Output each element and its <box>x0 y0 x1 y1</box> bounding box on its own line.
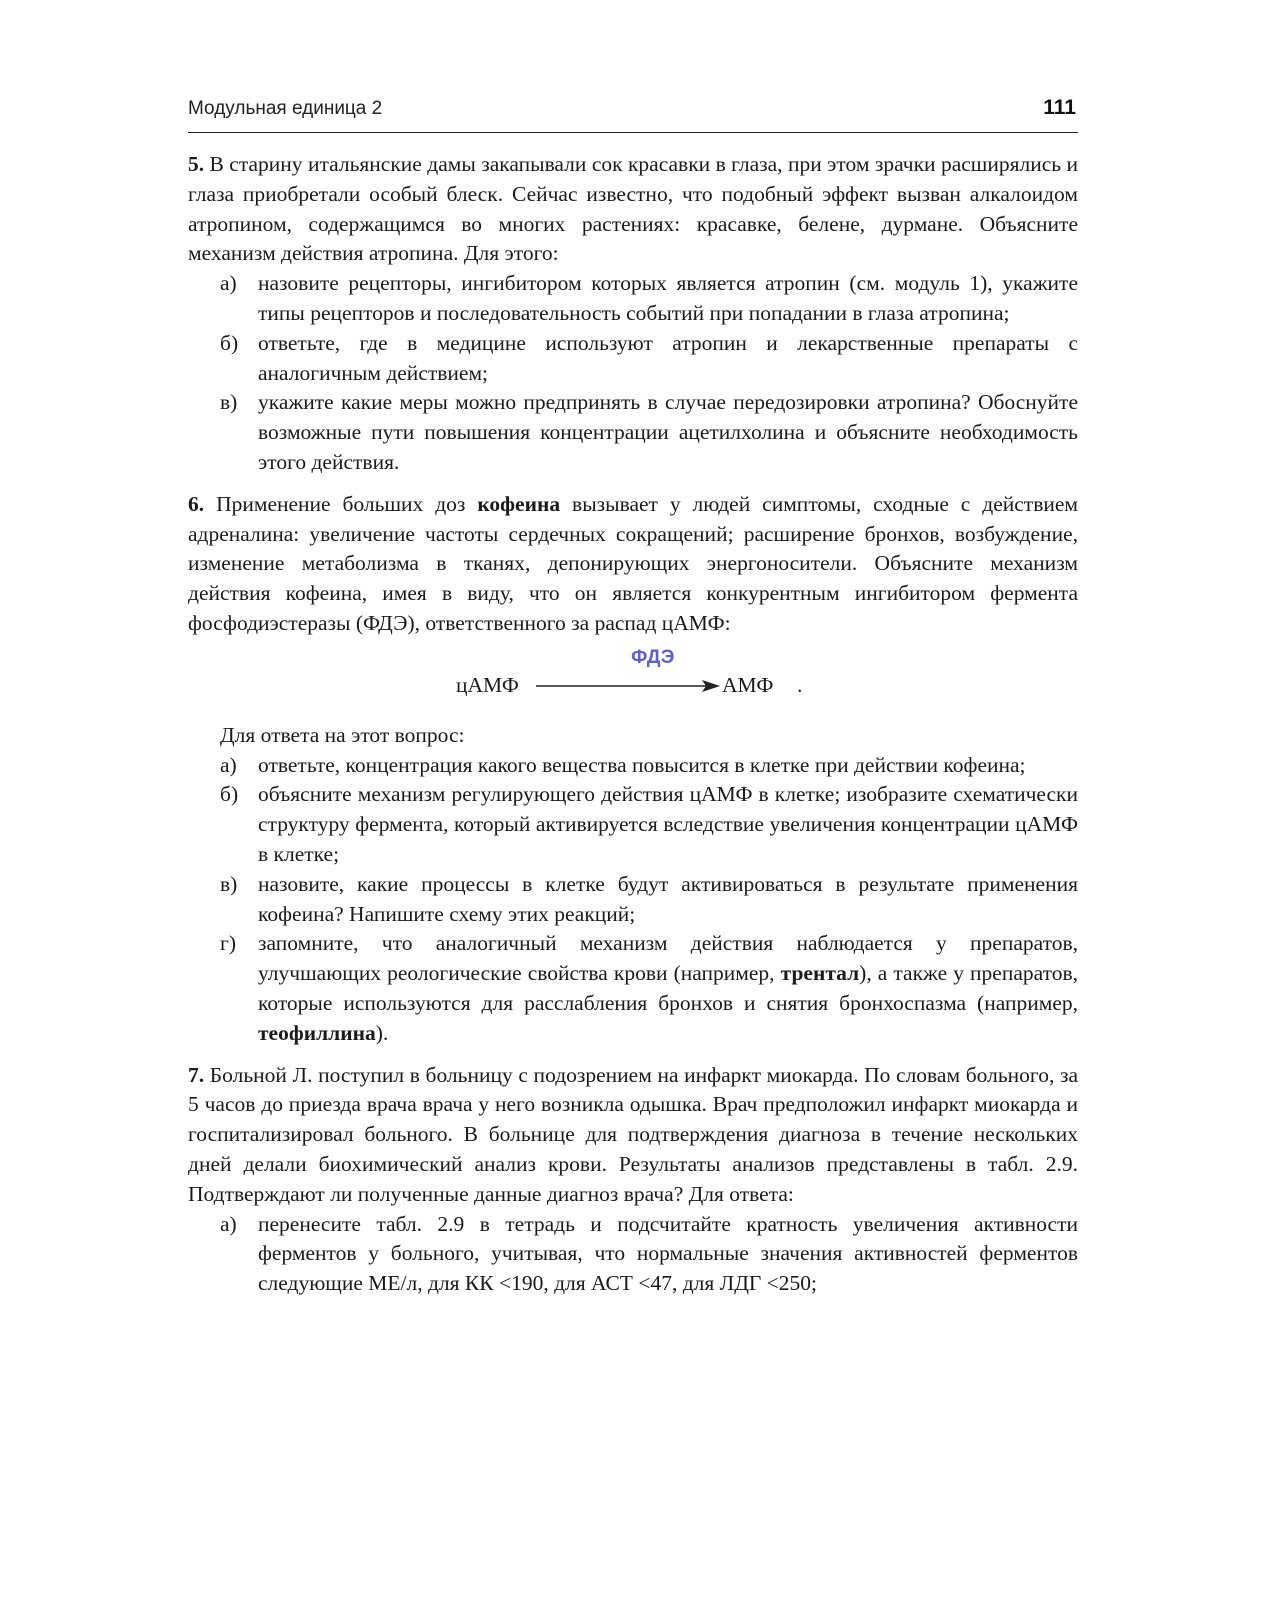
task-text: вызывает у людей симптомы, сходные с действием адреналина: увеличение частоты сердечных сокращений; расширение бронхов, возбуждение, изменение метаболизма в тканях, депонирующих энергоносители. Объясните механизм действия кофеина, имея в виду, что он является конкурентным ингибитором фермента фосфодиэстеразы (ФДЭ), ответственного за распад цАМФ: <box>188 491 1079 635</box>
reaction-scheme <box>188 643 1078 715</box>
list-item <box>220 329 1078 389</box>
list-item <box>220 751 1078 781</box>
running-header <box>188 96 1078 133</box>
substrate-label: цАМФ <box>456 672 519 697</box>
task-6-intro <box>188 490 1078 639</box>
running-title: Модульная единица 2 <box>188 98 383 119</box>
task-5-list <box>220 269 1078 478</box>
item-marker: г) <box>220 931 236 956</box>
task-7-intro <box>188 1061 1078 1210</box>
task-number: 5. <box>188 152 205 176</box>
task-text: Применение больших доз <box>216 491 478 516</box>
item-marker: в) <box>220 871 238 896</box>
task-6 <box>188 490 1078 1049</box>
item-marker: а) <box>220 271 237 296</box>
item-text: ), а также у препаратов, которые используются для расслабления бронхов и снятия бронхоспазма (например, <box>258 961 1079 1015</box>
enzyme-label: ФДЭ <box>631 646 675 668</box>
list-item <box>220 1210 1078 1299</box>
task-6-lead: Для ответа на этот вопрос: <box>220 722 465 747</box>
task-7-list <box>220 1210 1078 1299</box>
task-6-list <box>220 751 1078 1049</box>
list-item <box>220 388 1078 477</box>
reaction-end: . <box>797 672 803 697</box>
item-text: укажите какие меры можно предпринять в случае передозировки атропина? Обоснуйте возможные пути повышения концентрации ацетилхолина и объясните необходимость этого действия. <box>258 390 1078 474</box>
item-text: ответьте, где в медицине используют атропин и лекарственные препараты с аналогичным действием; <box>258 330 1078 385</box>
task-5-intro <box>188 150 1078 269</box>
item-marker: а) <box>220 1211 237 1236</box>
list-item <box>220 870 1078 930</box>
item-marker: а) <box>220 752 237 777</box>
item-text: объясните механизм регулирующего действия цАМФ в клетке; изобразите схематически структуру фермента, который активируется вследствие увеличения концентрации цАМФ в клетке; <box>258 782 1078 866</box>
drug-name: трентал <box>780 961 860 986</box>
item-text: перенесите табл. 2.9 в тетрадь и подсчитайте кратность увеличения активности ферментов у больного, учитывая, что нормальные значения активностей ферментов следующие МЕ/л, для КК <190, для АСТ <47, для ЛДГ <250; <box>258 1211 1078 1296</box>
item-text: ). <box>375 1020 389 1045</box>
item-text: запомните, что аналогичный механизм действия наблюдается у препаратов, улучшающих реологические свойства крови (например, <box>258 931 1078 986</box>
page-body <box>188 150 1078 1311</box>
task-number: 7. <box>188 1062 205 1087</box>
list-item <box>220 780 1078 869</box>
task-7 <box>188 1061 1078 1299</box>
task-text: Больной Л. поступил в больницу с подозрением на инфаркт миокарда. По словам больного, за 5 часов до приезда врача врача у него возникла одышка. Врач предположил инфаркт миокарда и госпитализировал больного. В больнице для подтверждения диагноза в течение нескольких дней делали биохимический анализ крови. Результаты анализов представлены в табл. 2.9. Подтверждают ли полученные данные диагноз врача? Для ответа: <box>188 1062 1078 1206</box>
list-item <box>220 929 1078 1048</box>
item-text: назовите, какие процессы в клетке будут активироваться в результате применения кофеина? Напишите схему этих реакций; <box>258 871 1078 926</box>
list-item <box>220 269 1078 329</box>
item-marker: б) <box>220 330 239 355</box>
page-number: 111 <box>1043 96 1076 119</box>
task-text: В старину итальянские дамы закапывали сок красавки в глаза, при этом зрачки расширялись и глаза приобретали особый блеск. Сейчас известно, что подобный эффект вызван алкалоидом атропином, содержащимся во многих растениях: красавке, белене, дурмане. Объясните механизм действия атропина. Для этого: <box>188 152 1078 266</box>
item-text: назовите рецепторы, ингибитором которых является атропин (см. модуль 1), укажите типы рецепторов и последовательность событий при попадании в глаза атропина; <box>258 271 1078 325</box>
drug-name: кофеина <box>477 491 561 516</box>
item-text: ответьте, концентрация какого вещества повысится в клетке при действии кофеина; <box>258 752 1026 777</box>
item-marker: в) <box>220 390 238 415</box>
product-label: АМФ <box>722 672 774 697</box>
task-5 <box>188 150 1078 478</box>
item-marker: б) <box>220 782 239 807</box>
drug-name: теофиллина <box>258 1020 376 1045</box>
reaction-arrow-icon <box>534 674 720 698</box>
task-number: 6. <box>188 491 205 516</box>
